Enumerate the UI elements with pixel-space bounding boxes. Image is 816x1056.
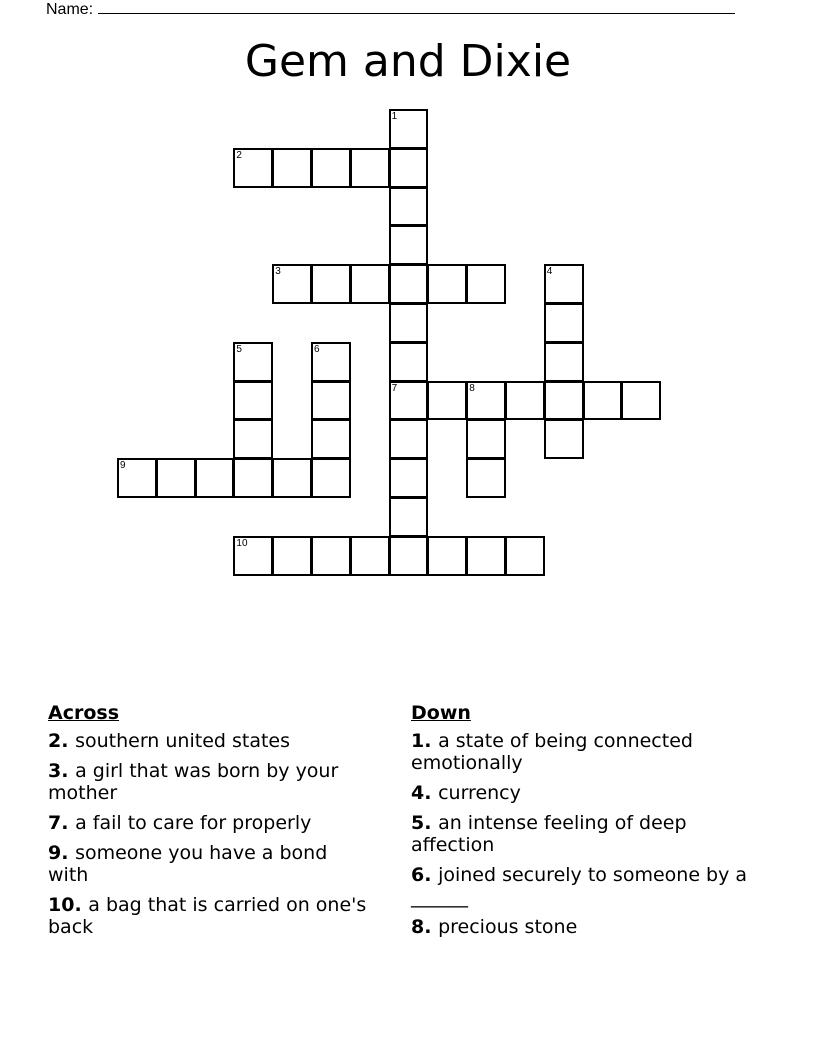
across-clue: 10. a bag that is carried on one's back: [48, 894, 367, 938]
crossword-cell[interactable]: [466, 264, 506, 304]
crossword-cell[interactable]: [389, 303, 429, 343]
clue-text: joined securely to someone by a ______: [411, 864, 748, 908]
clue-number: 7: [391, 382, 398, 394]
crossword-cell[interactable]: [311, 381, 351, 421]
crossword-cell[interactable]: [466, 419, 506, 459]
clue-text: a state of being connected emotionally: [411, 730, 693, 774]
clue-num: 4: [411, 782, 425, 804]
crossword-cell[interactable]: [389, 264, 429, 304]
across-heading: Across: [48, 702, 120, 724]
clue-number: 3: [275, 266, 281, 278]
crossword-cell[interactable]: [544, 381, 584, 421]
clue-num: 5: [411, 812, 425, 834]
crossword-cell[interactable]: [427, 264, 467, 304]
clue-text: a fail to care for properly: [75, 812, 312, 834]
down-clues: [411, 702, 751, 946]
crossword-cell[interactable]: [350, 536, 390, 576]
crossword-cell[interactable]: [311, 458, 351, 498]
crossword-cell[interactable]: [621, 381, 661, 421]
down-clue: 8. precious stone: [411, 916, 578, 938]
crossword-cell[interactable]: [389, 458, 429, 498]
down-clue: 1. a state of being connected emotionally: [411, 730, 693, 774]
crossword-cell[interactable]: [233, 419, 273, 459]
name-label: Name:: [46, 1, 94, 18]
crossword-cell[interactable]: [233, 458, 273, 498]
clue-text: an intense feeling of deep affection: [411, 812, 687, 856]
across-clue: 7. a fail to care for properly: [48, 812, 312, 834]
clue-number: 9: [120, 460, 126, 472]
crossword-cell[interactable]: [427, 536, 467, 576]
crossword-cell[interactable]: [117, 458, 157, 498]
crossword-cell[interactable]: [505, 536, 545, 576]
crossword-cell[interactable]: [389, 419, 429, 459]
crossword-cell[interactable]: [233, 148, 273, 188]
crossword-cell[interactable]: [389, 497, 429, 537]
down-clue-list: [411, 730, 751, 938]
crossword-cell[interactable]: [427, 381, 467, 421]
crossword-cell[interactable]: [350, 264, 390, 304]
crossword-cell[interactable]: [583, 381, 623, 421]
crossword-cell[interactable]: [272, 458, 312, 498]
crossword-cell[interactable]: [233, 381, 273, 421]
clue-text: currency: [438, 782, 521, 804]
clue-num: 3: [48, 760, 62, 782]
across-clue-list: [48, 730, 368, 938]
clue-text: someone you have a bond with: [48, 842, 328, 886]
crossword-cell[interactable]: [389, 381, 429, 421]
crossword-cell[interactable]: [272, 264, 312, 304]
crossword-cell[interactable]: [350, 148, 390, 188]
crossword-cell[interactable]: [311, 264, 351, 304]
crossword-cell[interactable]: [389, 109, 429, 149]
crossword-cell[interactable]: [544, 419, 584, 459]
crossword-cell[interactable]: [505, 381, 545, 421]
crossword-cell[interactable]: [272, 148, 312, 188]
clue-text: a girl that was born by your mother: [48, 760, 339, 804]
clue-number: 1: [391, 111, 398, 122]
clue-number: 10: [236, 537, 248, 549]
clue-number: 2: [236, 149, 242, 161]
crossword-cell[interactable]: [311, 342, 351, 382]
crossword-cell[interactable]: [389, 148, 429, 188]
crossword-cell[interactable]: [389, 225, 429, 265]
clue-text: a bag that is carried on one's back: [48, 894, 367, 938]
down-clue: 6. joined securely to someone by a ______: [411, 864, 748, 908]
clue-text: precious stone: [438, 916, 578, 938]
across-clue: 3. a girl that was born by your mother: [48, 760, 339, 804]
clue-num: 9: [48, 842, 62, 864]
crossword-cell[interactable]: [389, 536, 429, 576]
clue-num: 8: [411, 916, 425, 938]
crossword-cell[interactable]: [389, 342, 429, 382]
crossword-cell[interactable]: [195, 458, 235, 498]
page-title: Gem and Dixie: [244, 36, 572, 87]
across-clues: [48, 702, 368, 946]
crossword-cell[interactable]: [156, 458, 196, 498]
across-clue: 9. someone you have a bond with: [48, 842, 328, 886]
clue-num: 6: [411, 864, 425, 886]
crossword-cell[interactable]: [389, 187, 429, 227]
crossword-cell[interactable]: [544, 303, 584, 343]
clue-number: 6: [314, 343, 320, 355]
crossword-cell[interactable]: [311, 419, 351, 459]
clue-number: 8: [469, 382, 475, 394]
crossword-cell[interactable]: [311, 536, 351, 576]
crossword-cell[interactable]: [544, 342, 584, 382]
crossword-cell[interactable]: [466, 458, 506, 498]
crossword-cell[interactable]: [233, 342, 273, 382]
clue-num: 1: [411, 730, 425, 752]
crossword-cell[interactable]: [544, 264, 584, 304]
crossword-cell[interactable]: [466, 536, 506, 576]
crossword-cell[interactable]: [311, 148, 351, 188]
crossword-cell[interactable]: [233, 536, 273, 576]
clue-number: 4: [546, 266, 553, 278]
down-clue: 5. an intense feeling of deep affection: [411, 812, 687, 856]
clue-number: 5: [236, 343, 242, 355]
clue-text: southern united states: [75, 730, 291, 752]
crossword-cell[interactable]: [272, 536, 312, 576]
down-clue: 4. currency: [411, 782, 521, 804]
crossword-cell[interactable]: [466, 381, 506, 421]
across-clue: 2. southern united states: [48, 730, 291, 752]
clue-num: 2: [48, 730, 62, 752]
clue-num: 7: [48, 812, 62, 834]
down-heading: Down: [411, 702, 471, 724]
clue-num: 10: [48, 894, 75, 916]
